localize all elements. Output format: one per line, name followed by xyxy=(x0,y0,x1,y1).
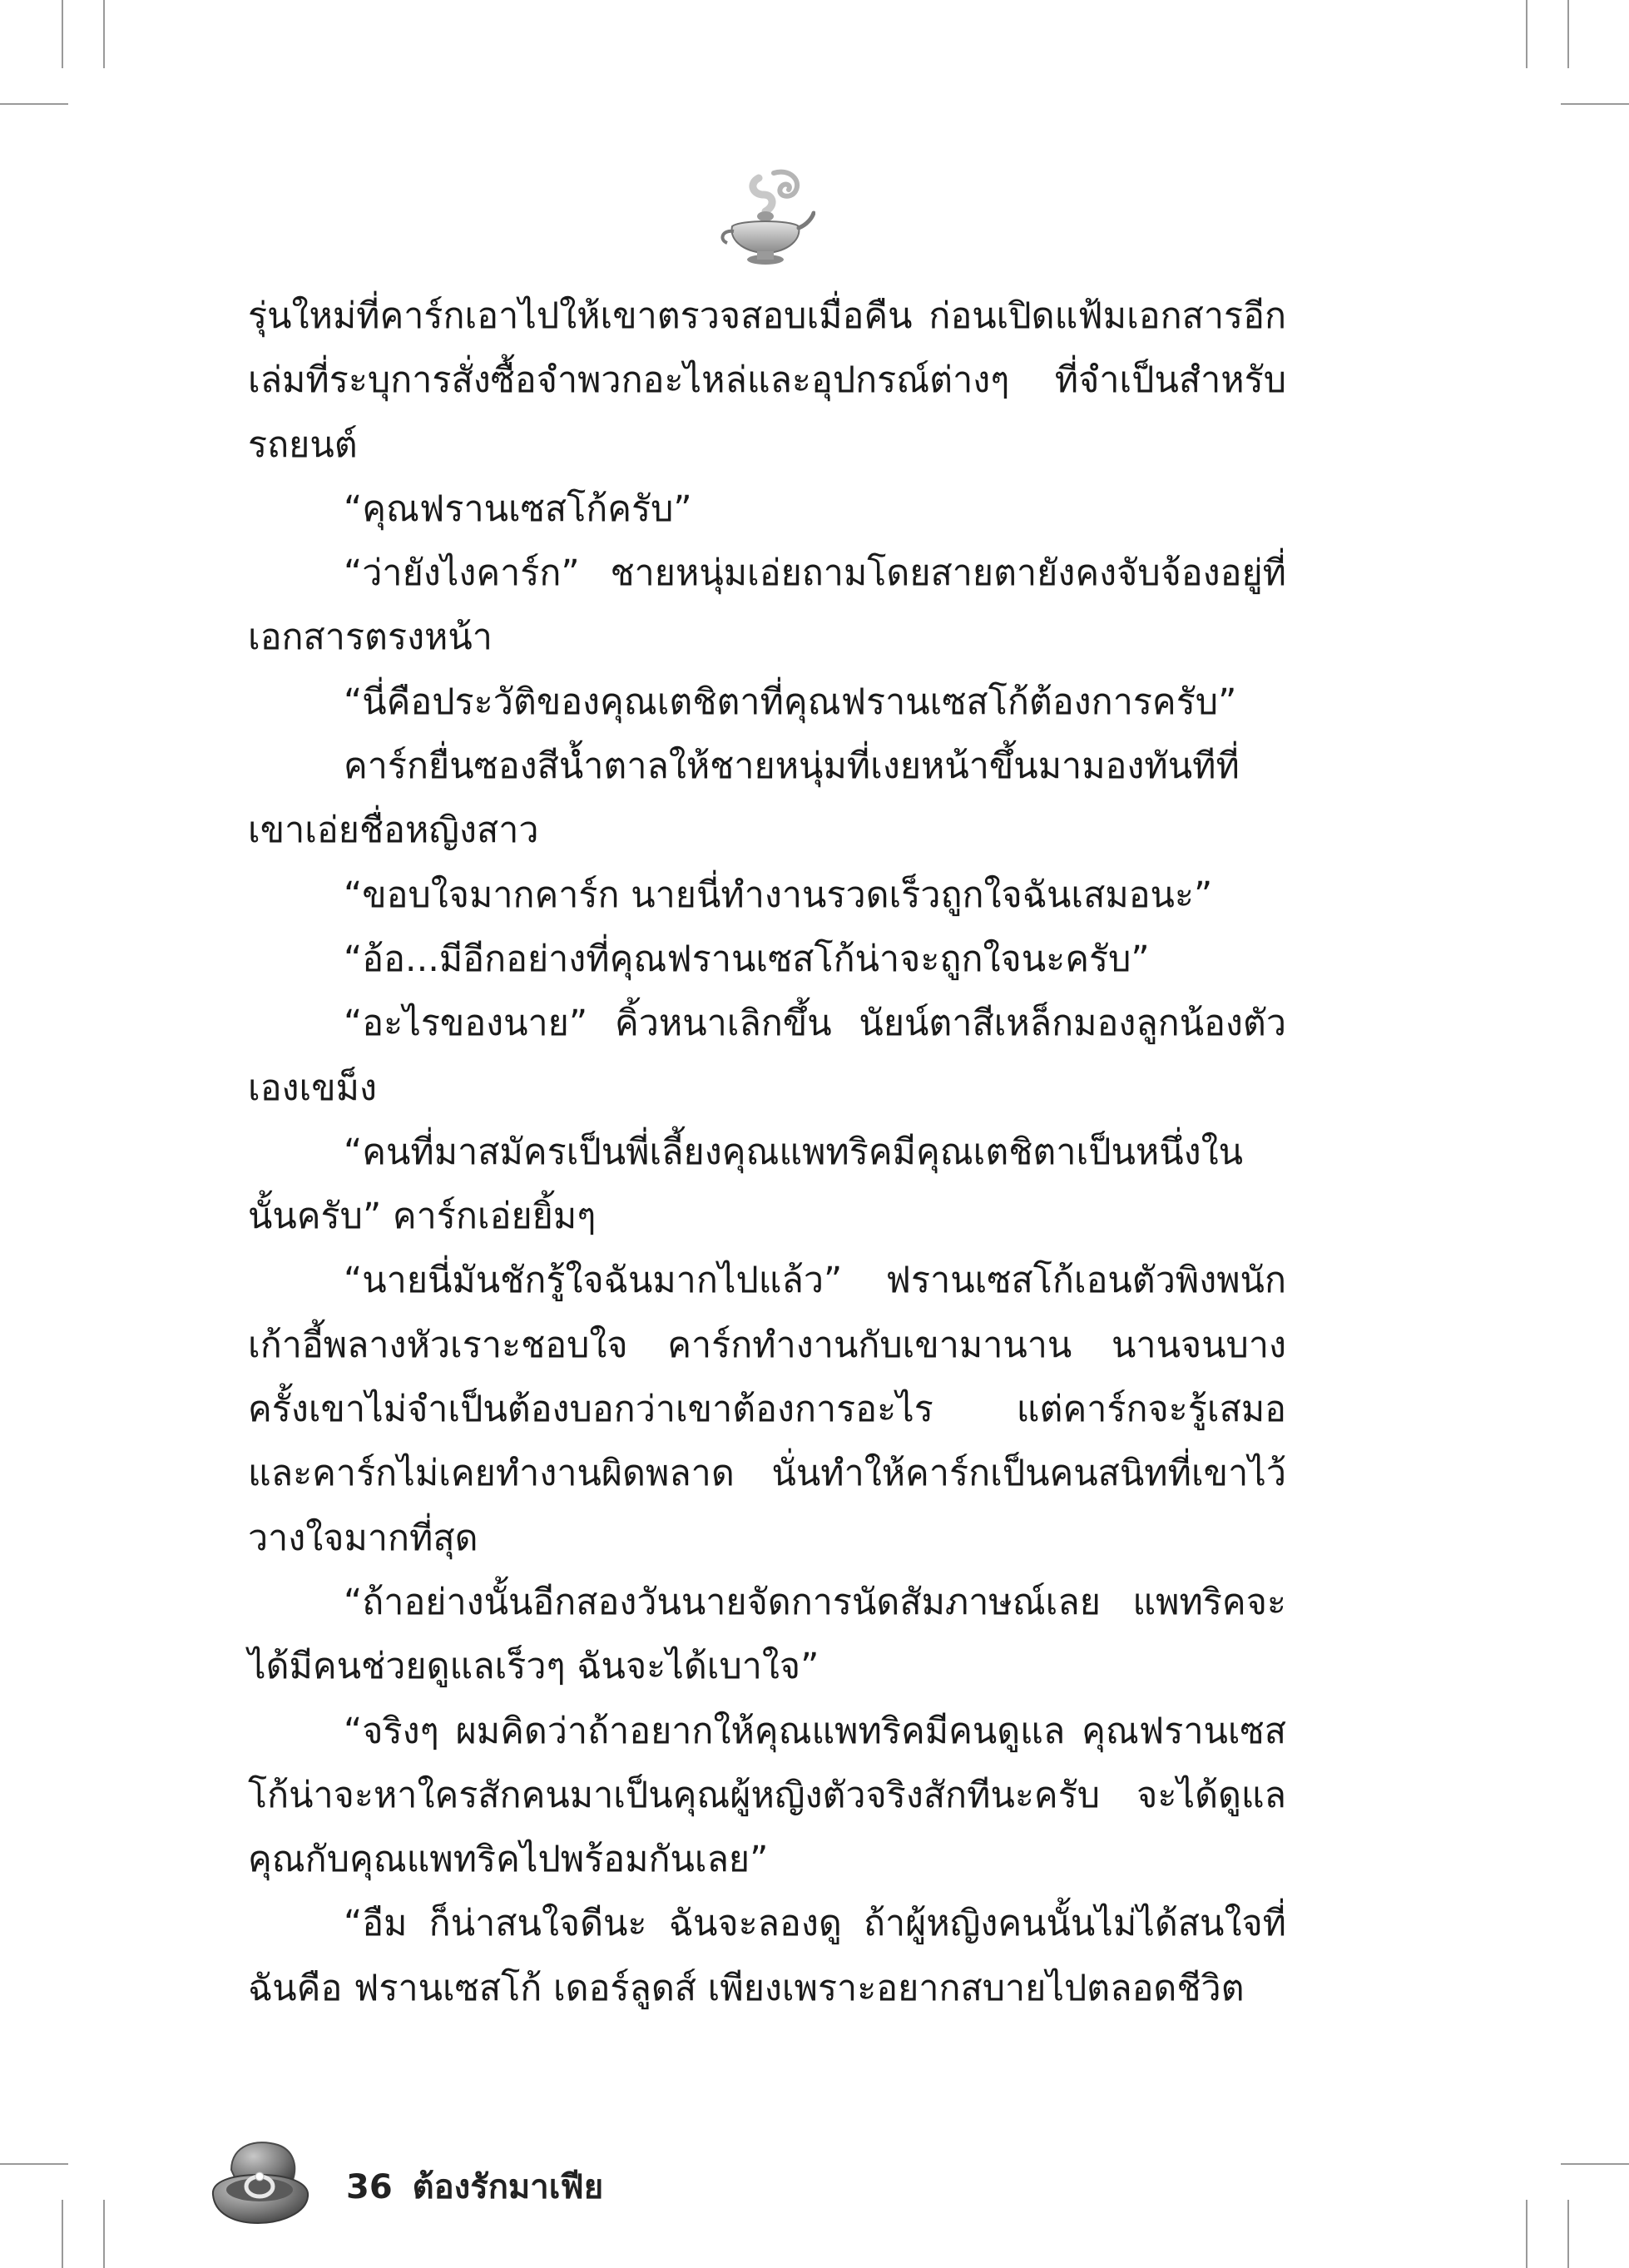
paragraph: “ว่ายังไงคาร์ก” ชายหนุ่มเอ่ยถามโดยสายตายังคงจับจ้องอยู่ที่เอกสารตรงหน้า xyxy=(248,552,1286,659)
crop-mark xyxy=(62,0,63,68)
crop-mark xyxy=(1561,103,1629,105)
ring-box-icon xyxy=(206,2137,314,2228)
page-footer xyxy=(206,2137,955,2228)
book-title: ต้องรักมาเฟีย xyxy=(412,2168,604,2206)
paragraph: “ถ้าอย่างนั้นอีกสองวันนายจัดการนัดสัมภาษณ์เลย แพทริคจะได้มีคนช่วยดูแลเร็วๆ ฉันจะได้เบาใจ” xyxy=(248,1581,1286,1688)
crop-mark xyxy=(1526,0,1527,68)
crop-mark xyxy=(103,2200,105,2268)
page-number: 36 xyxy=(346,2168,393,2206)
paragraph: “คุณฟรานเซสโก้ครับ” xyxy=(344,488,692,530)
paragraph: “จริงๆ ผมคิดว่าถ้าอยากให้คุณแพทริคมีคนดูแล คุณฟรานเซสโก้น่าจะหาใครสักคนมาเป็นคุณผู้หญิงตัวจริงสักทีนะครับ จะได้ดูแลคุณกับคุณแพทริคไปพร้อมกันเลย” xyxy=(248,1710,1286,1881)
crop-mark xyxy=(0,103,68,105)
crop-mark xyxy=(1526,2200,1527,2268)
paragraph: “ขอบใจมากคาร์ก นายนี่ทำงานรวดเร็วถูกใจฉันเสมอนะ” xyxy=(344,874,1213,916)
genie-lamp-icon xyxy=(715,166,815,270)
footer-label xyxy=(346,2160,603,2213)
crop-mark xyxy=(103,0,105,68)
paragraph: “อ้อ...มีอีกอย่างที่คุณฟรานเซสโก้น่าจะถูกใจนะครับ” xyxy=(344,938,1150,980)
paragraph: “นี่คือประวัติของคุณเตชิตาที่คุณฟรานเซสโก้ต้องการครับ” xyxy=(344,681,1237,723)
crop-mark xyxy=(0,2163,68,2165)
paragraph: “อืม ก็น่าสนใจดีนะ ฉันจะลองดู ถ้าผู้หญิงคนนั้นไม่ได้สนใจที่ฉันคือ ฟรานเซสโก้ เดอร์ลูดส์ เพียงเพราะอยากสบายไปตลอดชีวิต xyxy=(248,1903,1286,2009)
paragraph: รุ่นใหม่ที่คาร์กเอาไปให้เขาตรวจสอบเมื่อคืน ก่อนเปิดแฟ้มเอกสารอีกเล่มที่ระบุการสั่งซื้อจำพวกอะไหล่และอุปกรณ์ต่างๆ ที่จำเป็นสำหรับรถยนต์ xyxy=(248,295,1286,466)
crop-mark xyxy=(62,2200,63,2268)
crop-mark xyxy=(1567,2200,1569,2268)
paragraph: คาร์กยื่นซองสีน้ำตาลให้ชายหนุ่มที่เงยหน้าขึ้นมามองทันทีที่เขาเอ่ยชื่อหญิงสาว xyxy=(248,745,1240,852)
paragraph: “คนที่มาสมัครเป็นพี่เลี้ยงคุณแพทริคมีคุณเตชิตาเป็นหนึ่งในนั้นครับ” คาร์กเอ่ยยิ้มๆ xyxy=(248,1131,1244,1238)
paragraph: “นายนี่มันชักรู้ใจฉันมากไปแล้ว” ฟรานเซสโก้เอนตัวพิงพนักเก้าอี้พลางหัวเราะชอบใจ คาร์กทำงานกับเขามานาน นานจนบางครั้งเขาไม่จำเป็นต้องบอกว่าเขาต้องการอะไร แต่คาร์กจะรู้เสมอ และคาร์กไม่เคยทำงานผิดพลาด นั่นทำให้คาร์กเป็นคนสนิทที่เขาไว้วางใจมากที่สุด xyxy=(248,1260,1286,1559)
body-text xyxy=(248,285,1286,2021)
crop-mark xyxy=(1561,2163,1629,2165)
crop-mark xyxy=(1567,0,1569,68)
paragraph: “อะไรของนาย” คิ้วหนาเลิกขึ้น นัยน์ตาสีเหล็กมองลูกน้องตัวเองเขม็ง xyxy=(248,1003,1286,1109)
